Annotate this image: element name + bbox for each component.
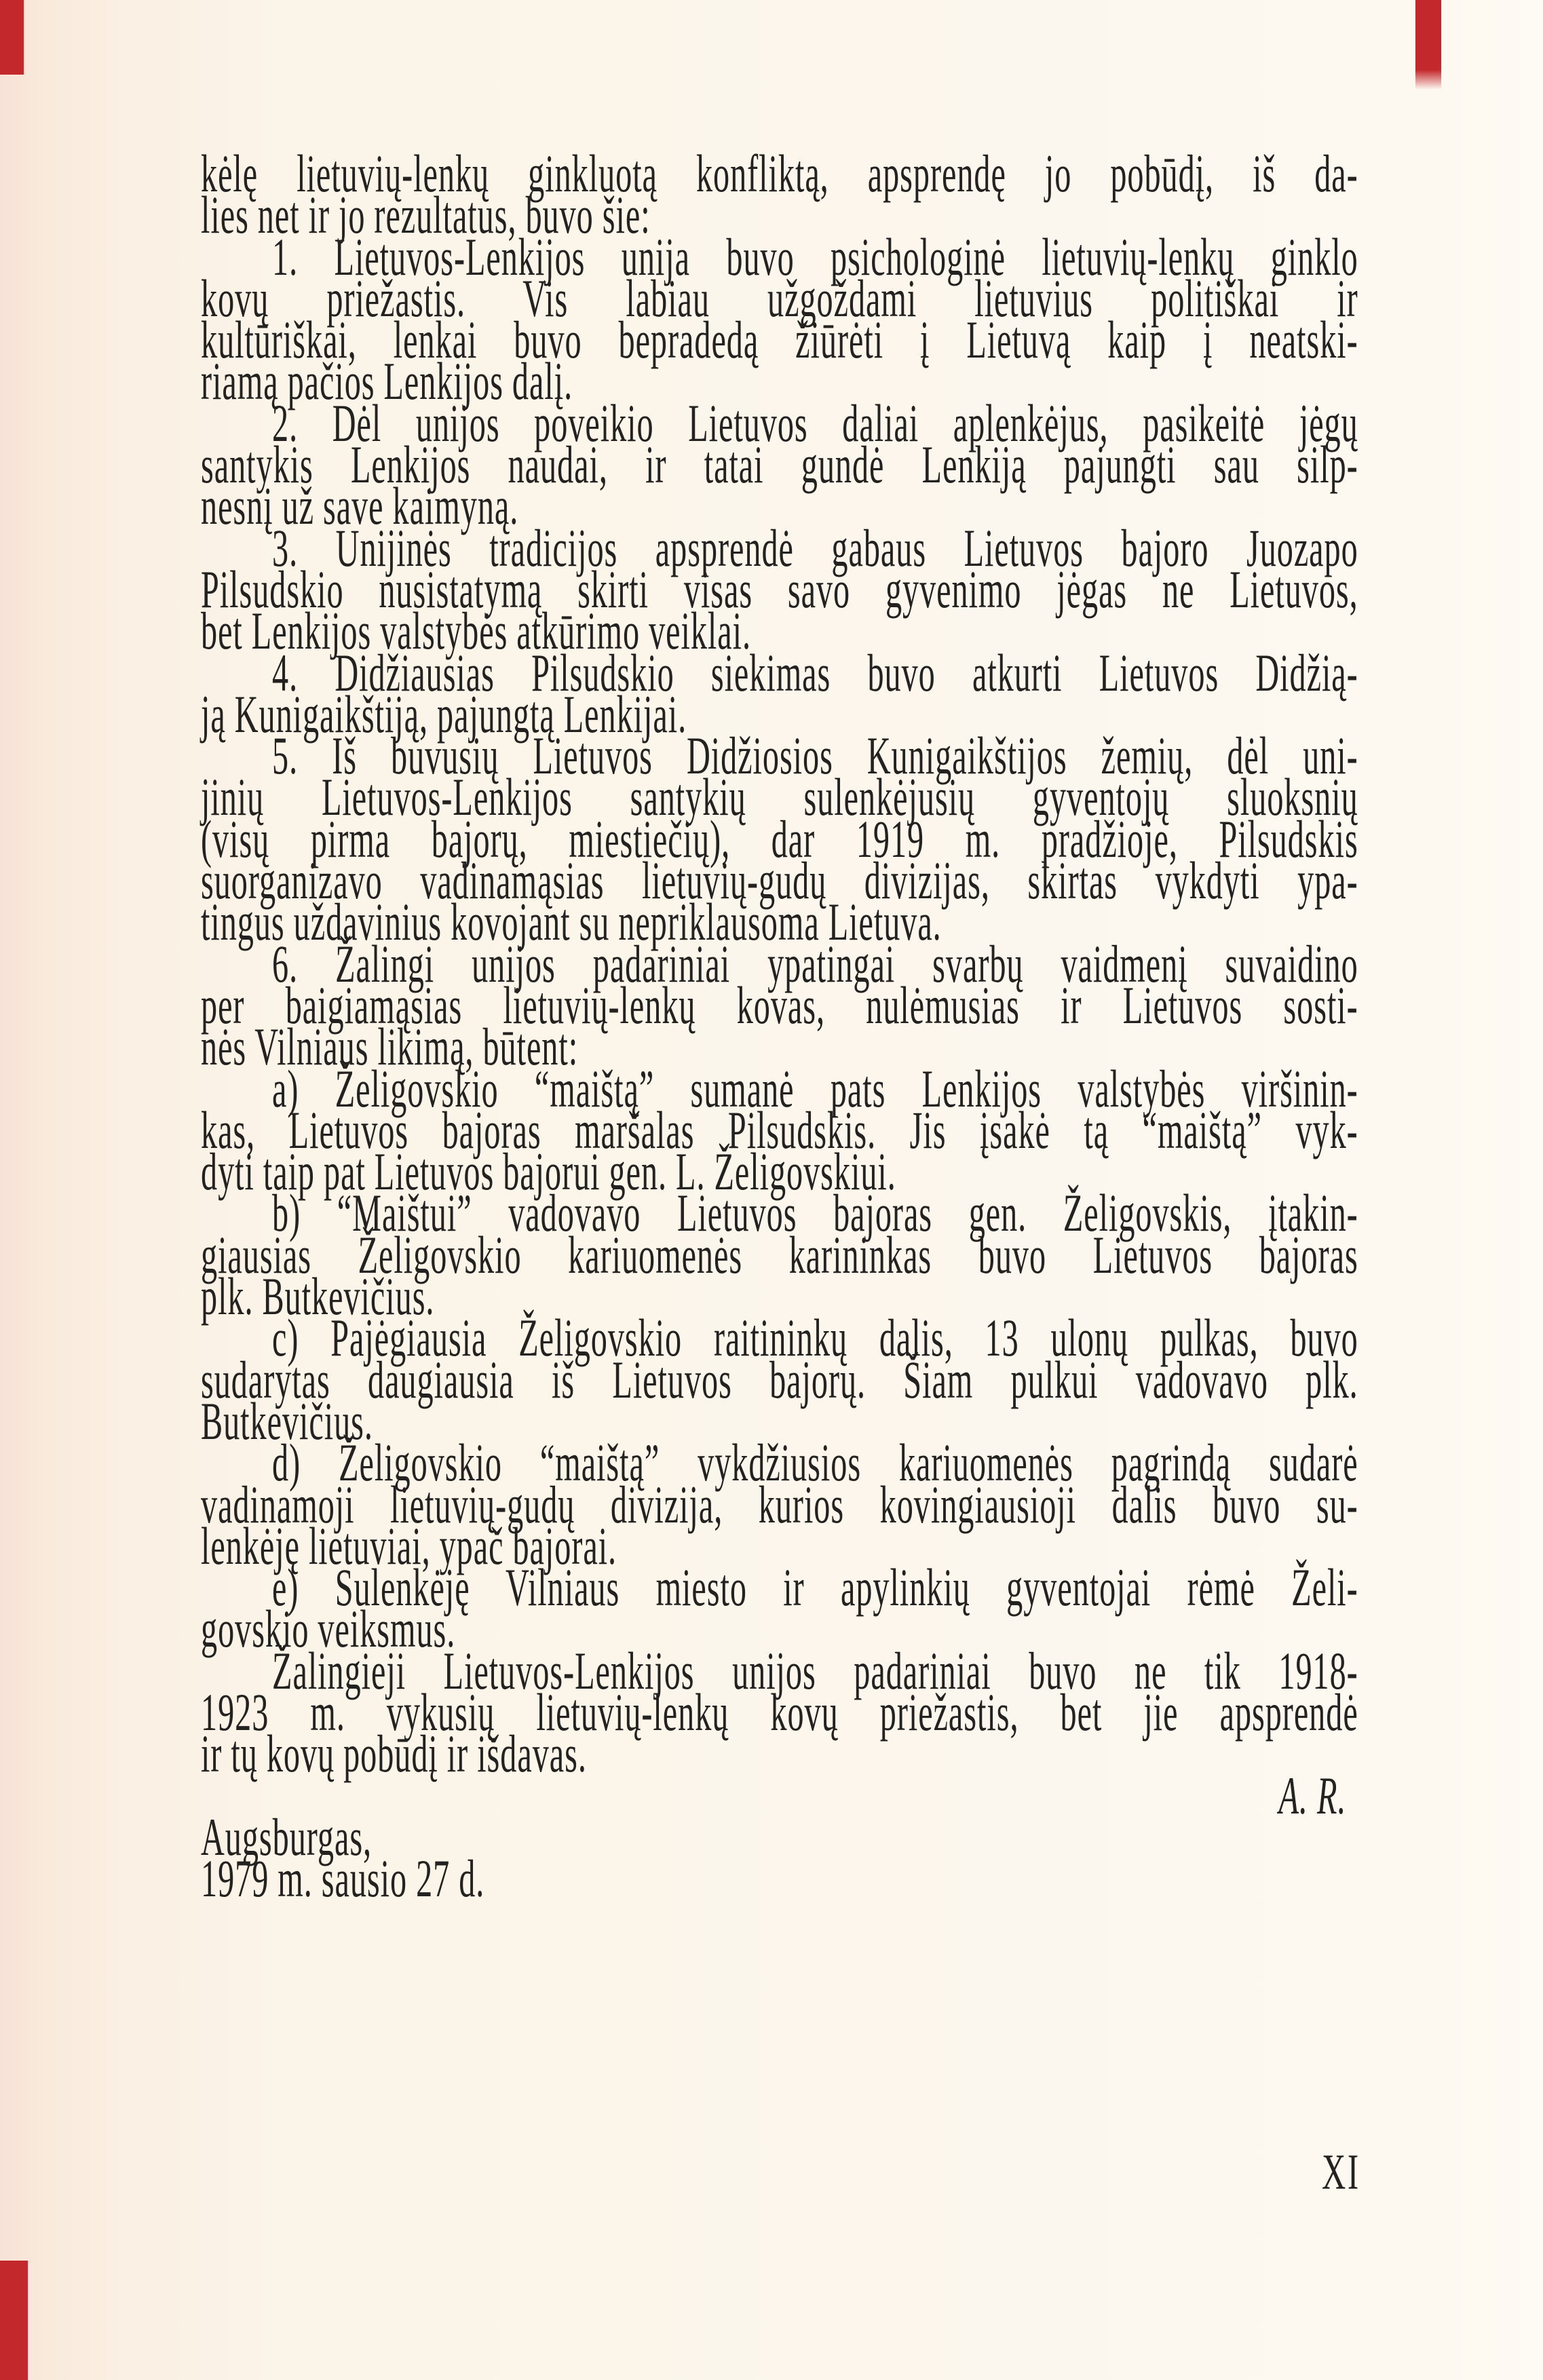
text-line: 6. Žalingi unijos padariniai ypatingai svarbų vaidmenį suvaidino bbox=[272, 934, 1358, 993]
text-line: Butkevičius. bbox=[201, 1391, 373, 1451]
text-line: d) Želigovskio “maištą” vykdžiusios kariuomenės pagrindą sudarė bbox=[272, 1433, 1358, 1493]
page-number: XI bbox=[1322, 2145, 1360, 2200]
text-line: 1. Lietuvos-Lenkijos unija buvo psichologinė lietuvių-lenkų ginklo bbox=[272, 227, 1358, 286]
text-line: A. R. bbox=[1278, 1765, 1347, 1825]
text-line: (visų pirma bajorų, miestiečių), dar 1919 m. pradžioje, Pilsudskis bbox=[201, 809, 1358, 868]
text-line: nės Vilniaus likimą, būtent: bbox=[201, 1017, 579, 1077]
text-line: govskio veiksmus. bbox=[201, 1599, 456, 1659]
text-line: jinių Lietuvos-Lenkijos santykių sulenkėjusių gyventojų sluoksnių bbox=[201, 767, 1358, 827]
red-edge-mark-top-right bbox=[1415, 0, 1441, 90]
text-line: plk. Butkevičius. bbox=[201, 1267, 435, 1326]
text-line: vadinamoji lietuvių-gudų divizija, kurios kovingiausioji dalis buvo su- bbox=[201, 1474, 1358, 1534]
text-line: giausias Želigovskio kariuomenės karininkas buvo Lietuvos bajoras bbox=[201, 1225, 1358, 1284]
text-line: kultūriškai, lenkai buvo bepradedą žiūrėti į Lietuvą kaip į neatski- bbox=[201, 310, 1358, 370]
text-line: tingus uždavinius kovojant su nepriklausoma Lietuva. bbox=[201, 892, 942, 952]
text-line: ir tų kovų pobūdį ir išdavas. bbox=[201, 1724, 587, 1784]
text-line: 2. Dėl unijos poveikio Lietuvos daliai aplenkėjus, pasikeitė jėgų bbox=[272, 393, 1358, 453]
text-line: e) Sulenkėję Vilniaus miesto ir apylinkių gyventojai rėmė Želi- bbox=[272, 1558, 1358, 1617]
text-line: 1979 m. sausio 27 d. bbox=[201, 1849, 485, 1908]
text-line: 4. Didžiausias Pilsudskio siekimas buvo atkurti Lietuvos Didžią- bbox=[272, 642, 1358, 702]
text-line: Augsburgas, bbox=[201, 1807, 373, 1866]
text-line: nesnį už save kaimyną. bbox=[201, 476, 519, 536]
text-line: 3. Unijinės tradicijos apsprendė gabaus Lietuvos bajoro Juozapo bbox=[272, 518, 1358, 577]
text-line: santykis Lenkijos naudai, ir tatai gundė Lenkiją pajungti sau silp- bbox=[201, 435, 1358, 495]
text-line: suorganizavo vadinamąsias lietuvių-gudų divizijas, skirtas vykdyti ypa- bbox=[201, 851, 1358, 910]
text-line: c) Pajėgiausia Želigovskio raitininkų dalis, 13 ulonų pulkas, buvo bbox=[272, 1308, 1358, 1368]
red-edge-mark-bottom-left bbox=[0, 2261, 28, 2380]
text-line: Pilsudskio nusistatymą skirti visas savo gyvenimo jėgas ne Lietuvos, bbox=[201, 559, 1358, 619]
text-line: b) “Maištui” vadovavo Lietuvos bajoras gen. Želigovskis, įtakin- bbox=[272, 1183, 1358, 1243]
text-line: lies net ir jo rezultatus, buvo šie: bbox=[201, 185, 651, 245]
text-line: kovų priežastis. Vis labiau užgoždami lietuvius politiškai ir bbox=[201, 268, 1358, 328]
text-line: kėlę lietuvių-lenkų ginkluotą konfliktą, apsprendę jo pobūdį, iš da- bbox=[201, 144, 1358, 203]
text-line: sudarytas daugiausia iš Lietuvos bajorų. Šiam pulkui vadovavo plk. bbox=[201, 1349, 1358, 1409]
text-line: 1923 m. vykusių lietuvių-lenkų kovų priežastis, bet jie apsprendė bbox=[201, 1682, 1358, 1742]
text-line: per baigiamąsias lietuvių-lenkų kovas, nulėmusias ir Lietuvos sosti- bbox=[201, 975, 1358, 1035]
text-line: ją Kunigaikštiją, pajungtą Lenkijai. bbox=[201, 684, 687, 744]
text-line: 5. Iš buvusių Lietuvos Didžiosios Kunigaikštijos žemių, dėl uni- bbox=[272, 726, 1358, 786]
text-line: dyti taip pat Lietuvos bajorui gen. L. Želigovskiui. bbox=[201, 1142, 896, 1202]
text-line: a) Želigovskio “maištą” sumanė pats Lenkijos valstybės viršinin- bbox=[272, 1058, 1358, 1118]
text-line: bet Lenkijos valstybės atkūrimo veiklai. bbox=[201, 601, 752, 661]
text-line: riamą pačios Lenkijos dalį. bbox=[201, 351, 573, 411]
text-line: Žalingieji Lietuvos-Lenkijos unijos padariniai buvo ne tik 1918- bbox=[272, 1640, 1358, 1700]
text-line: lenkėję lietuviai, ypač bajorai. bbox=[201, 1516, 617, 1575]
body-text bbox=[201, 144, 1358, 1908]
red-edge-mark-top-left bbox=[0, 0, 24, 75]
text-line: kas, Lietuvos bajoras maršalas Pilsudskis. Jis įsakė tą “maištą” vyk- bbox=[201, 1100, 1358, 1159]
